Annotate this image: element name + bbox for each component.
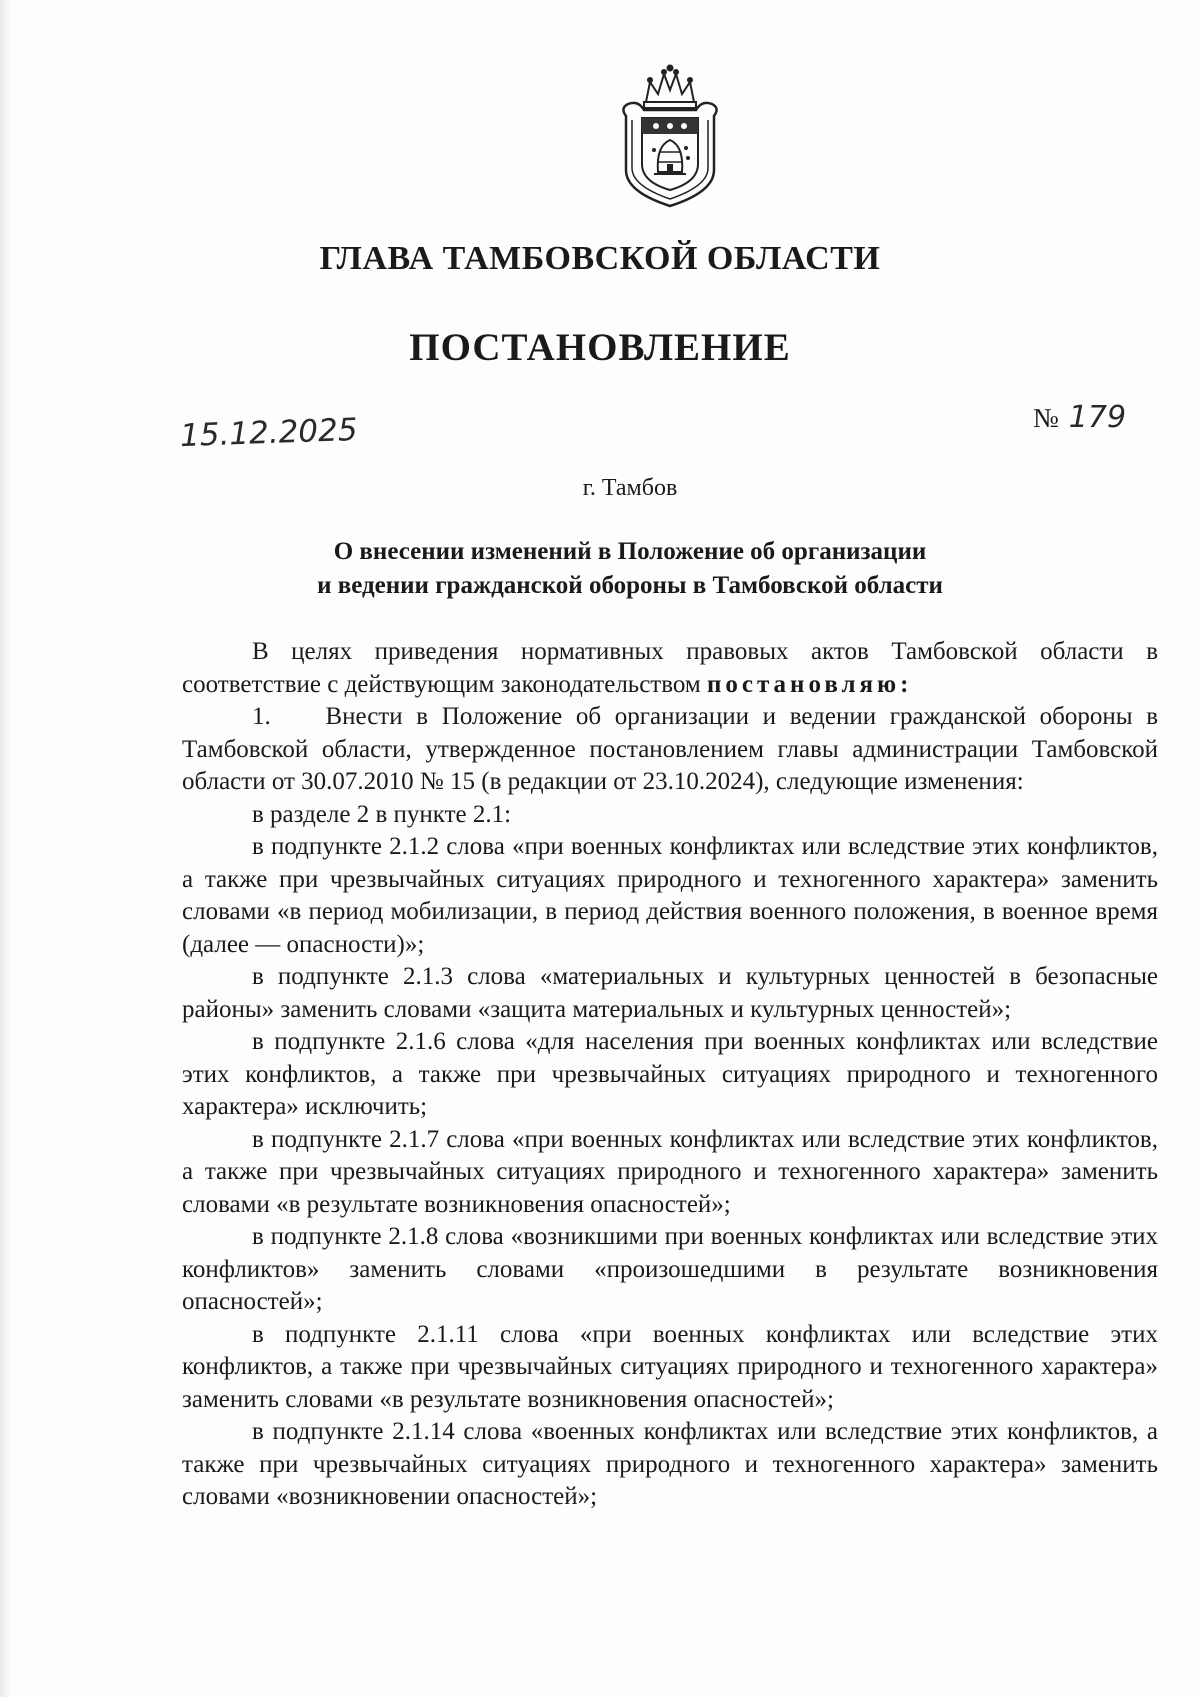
document-date: 15.12.2025 (179, 411, 359, 455)
decree-word: постановляю: (706, 670, 913, 698)
intro-text: В целях приведения нормативных правовых актов Тамбовской области в соответствие с действующим законодательством (182, 638, 1158, 698)
body-paragraph: в подпункте 2.1.14 слова «военных конфликтах или вследствие этих конфликтов, а также при чрезвычайных ситуациях природного и техногенного характера» заменить словами «возникновении опасностей»; (182, 1418, 1158, 1510)
body-paragraph: в подпункте 2.1.11 слова «при военных конфликтах или вследствие этих конфликтов, а также при чрезвычайных ситуациях природного и техногенного характера» заменить словами «в результате возникновения опасностей»; (182, 1320, 1158, 1413)
document-title-line-2: и ведении гражданской обороны в Тамбовской области (317, 572, 943, 599)
number-sign: № (1033, 403, 1059, 433)
body-paragraph: в подпункте 2.1.3 слова «материальных и культурных ценностей в безопасные районы» заменить словами «защита материальных и культурных ценностей»; (182, 963, 1158, 1023)
coat-of-arms-emblem (616, 60, 724, 210)
document-type-heading: ПОСТАНОВЛЕНИЕ (409, 326, 791, 369)
document-title (0, 535, 1200, 603)
document-number-block (1033, 400, 1126, 435)
body-paragraph: 1. Внести в Положение об организации и ведении гражданской обороны в Тамбовской области, утвержденное постановлением главы администрации Тамбовской области от 30.07.2010 № 15 (в редакции от 23.10.2024), следующие изменения: (182, 703, 1158, 795)
body-paragraph: в подпункте 2.1.8 слова «возникшими при военных конфликтах или вследствие этих конфликтов» заменить словами «произошедшими в результате возникновения опасностей»; (182, 1223, 1158, 1315)
document-city: г. Тамбов (582, 475, 678, 501)
document-title-line-1: О внесении изменений в Положение об организации (333, 538, 927, 565)
body-paragraph: в подпункте 2.1.6 слова «для населения при военных конфликтах или вследствие этих конфликтов, а также при чрезвычайных ситуациях природного и техногенного характера» исключить; (182, 1028, 1158, 1120)
body-paragraph: в подпункте 2.1.2 слова «при военных конфликтах или вследствие этих конфликтов, а также при чрезвычайных ситуациях природного и техногенного характера» заменить словами «в период мобилизации, в период действия военного положения, в военное время (далее — опасности)»; (182, 833, 1158, 958)
document-number: 179 (1068, 400, 1127, 435)
document-body (182, 636, 1158, 1514)
organization-title: ГЛАВА ТАМБОВСКОЙ ОБЛАСТИ (319, 240, 881, 277)
body-paragraph: в разделе 2 в пункте 2.1: (252, 800, 512, 828)
intro-paragraph (182, 636, 1158, 701)
body-paragraph: в подпункте 2.1.7 слова «при военных конфликтах или вследствие этих конфликтов, а также при чрезвычайных ситуациях природного и техногенного характера» заменить словами «в результате возникновения опасностей»; (182, 1125, 1158, 1218)
